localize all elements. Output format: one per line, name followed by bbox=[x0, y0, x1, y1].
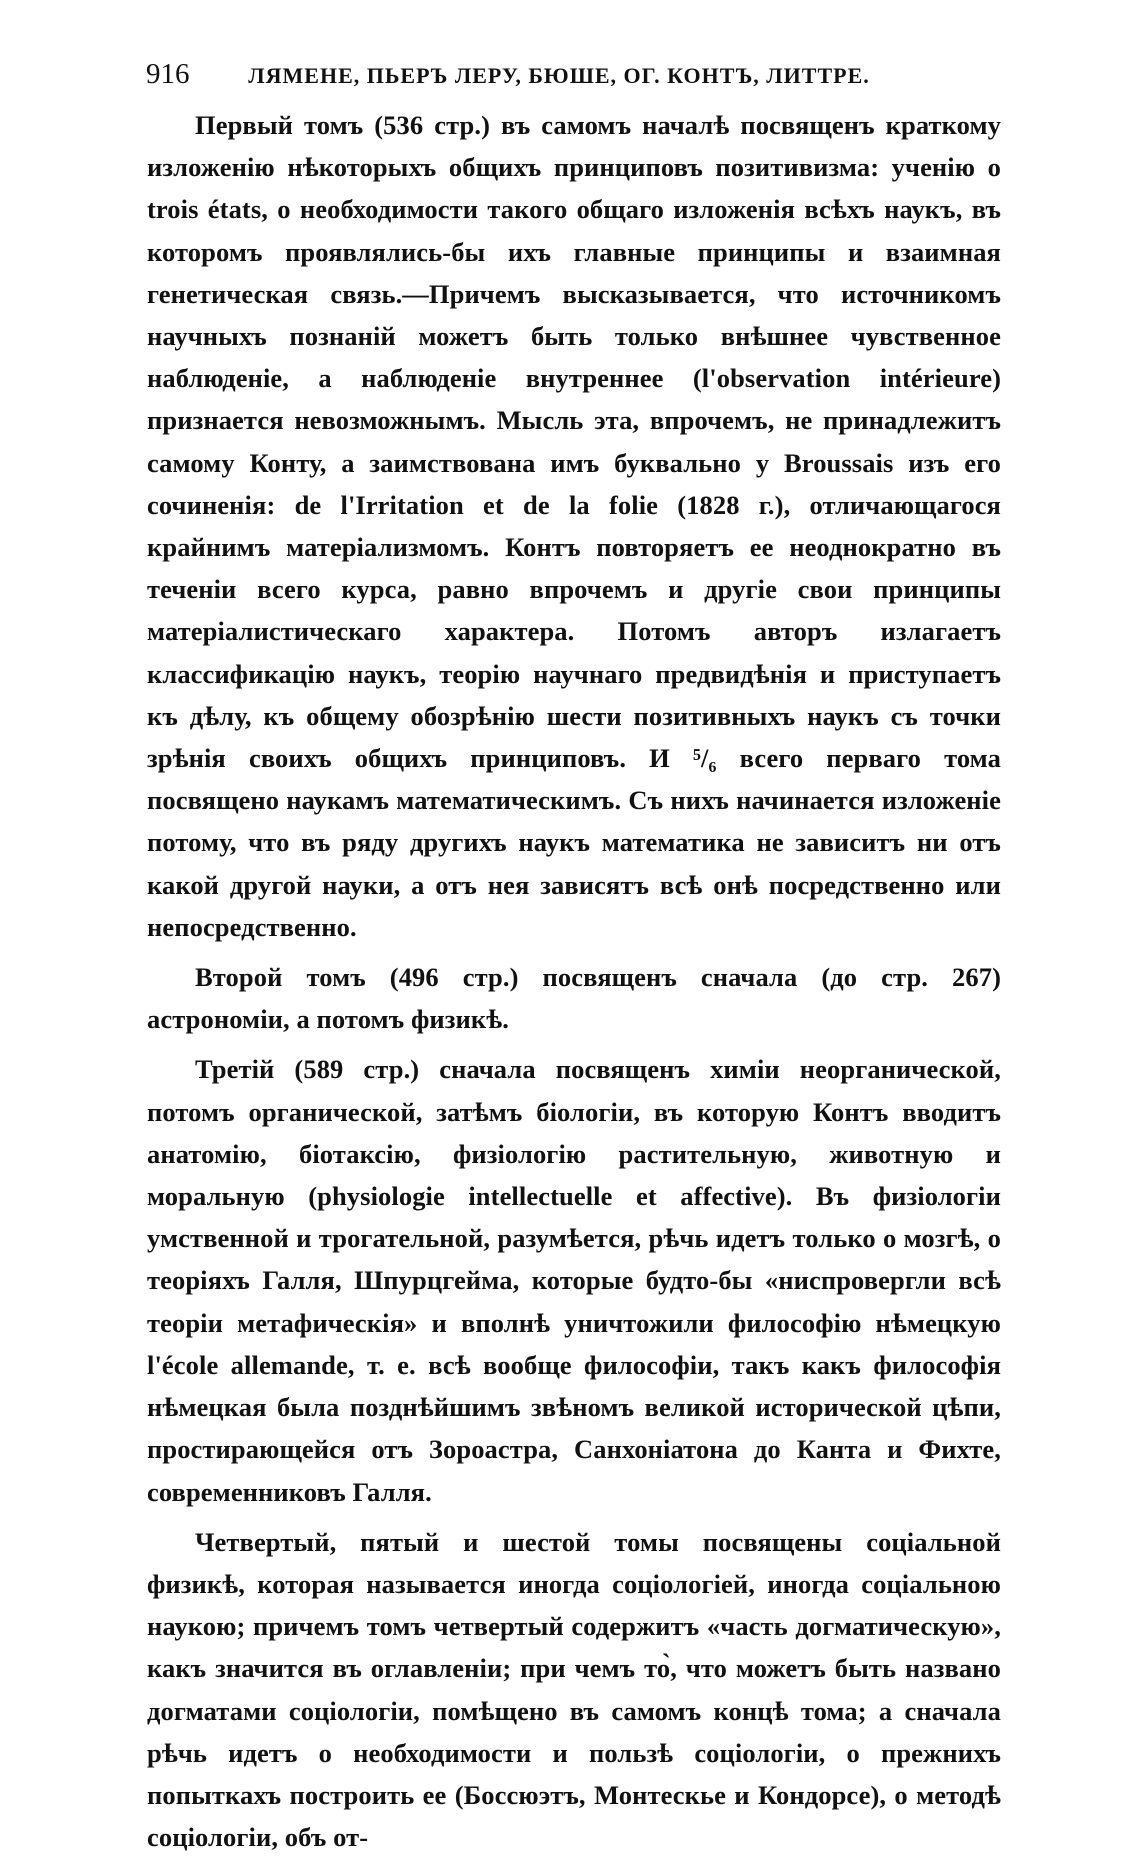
running-head-authors: ЛЯМЕНЕ, ПЬЕРЪ ЛЕРУ, БЮШЕ, ОГ. КОНТЪ, ЛИТТРЕ. bbox=[248, 63, 870, 88]
paragraph-volume-three: Третій (589 стр.) сначала посвященъ химіи неорганической, потомъ органической, затѣмъ біологіи, въ которую Контъ вводитъ анатомію, біотаксію, физіологію растительную, животную и моральную (physiologie intellectuelle et affective). Въ физіологіи умственной и трогательной, разумѣется, рѣчь идетъ только о мозгѣ, о теоріяхъ Галля, Шпурцгейма, которые будто-бы «ниспровергли всѣ теоріи метафическія» и вполнѣ уничтожили философію нѣмецкую l'école allemande, т. е. всѣ вообще философіи, такъ какъ философія нѣмецкая была позднѣйшимъ звѣномъ великой исторической цѣпи, простирающейся отъ Зороастра, Санхоніатона до Канта и Фихте, современниковъ Галля. bbox=[147, 1054, 1001, 1507]
page-number: 916 bbox=[146, 58, 190, 90]
running-head bbox=[146, 54, 996, 94]
body-text bbox=[147, 104, 1001, 1858]
paragraph-volume-one: Первый томъ (536 стр.) въ самомъ началѣ посвященъ краткому изложенію нѣкоторыхъ общихъ принциповъ позитивизма: ученію о trois états, о необходимости такого общаго изложенія всѣхъ наукъ, въ которомъ проявлялись-бы ихъ главные принципы и взаимная генетическая связь.—Причемъ высказывается, что источникомъ научныхъ познаній можетъ быть только внѣшнее чувственное наблюденіе, а наблюденіе внутреннее (l'observation intérieure) признается невозможнымъ. Мысль эта, впрочемъ, не принадлежитъ самому Конту, а заимствована имъ буквально у Broussais изъ его сочиненія: de l'Irritation et de la folie (1828 г.), отличающагося крайнимъ матеріализмомъ. Контъ повторяетъ ее неоднократно въ теченіи всего курса, равно впрочемъ и другіе свои принципы матеріалистическаго характера. Потомъ авторъ излагаетъ классификацію наукъ, теорію научнаго предвидѣнія и приступаетъ къ дѣлу, къ общему обозрѣнію шести позитивныхъ наукъ съ точки зрѣнія своихъ общихъ принциповъ. И ⁵/₆ всего перваго тома посвящено наукамъ математическимъ. Съ нихъ начинается изложеніе потому, что въ ряду другихъ наукъ математика не зависитъ ни отъ какой другой науки, а отъ нея зависятъ всѣ онѣ посредственно или непосредственно. bbox=[147, 110, 1001, 942]
paragraph-volumes-four-to-six: Четвертый, пятый и шестой томы посвящены соціальной физикѣ, которая называется иногда соціологіей, иногда соціальною наукою; причемъ томъ четвертый содержитъ «часть догматическую», какъ значится въ оглавленіи; при чемъ то̀, что можетъ быть названо догматами соціологіи, помѣщено въ самомъ концѣ тома; а сначала рѣчь идетъ о необходимости и пользѣ соціологіи, о прежнихъ попыткахъ построить ее (Боссюэтъ, Монтескье и Кондорсе), о методѣ соціологіи, объ от- bbox=[147, 1526, 1001, 1853]
paragraph-volume-two: Второй томъ (496 стр.) посвященъ сначала (до стр. 267) астрономіи, а потомъ физикѣ. bbox=[147, 962, 1001, 1035]
